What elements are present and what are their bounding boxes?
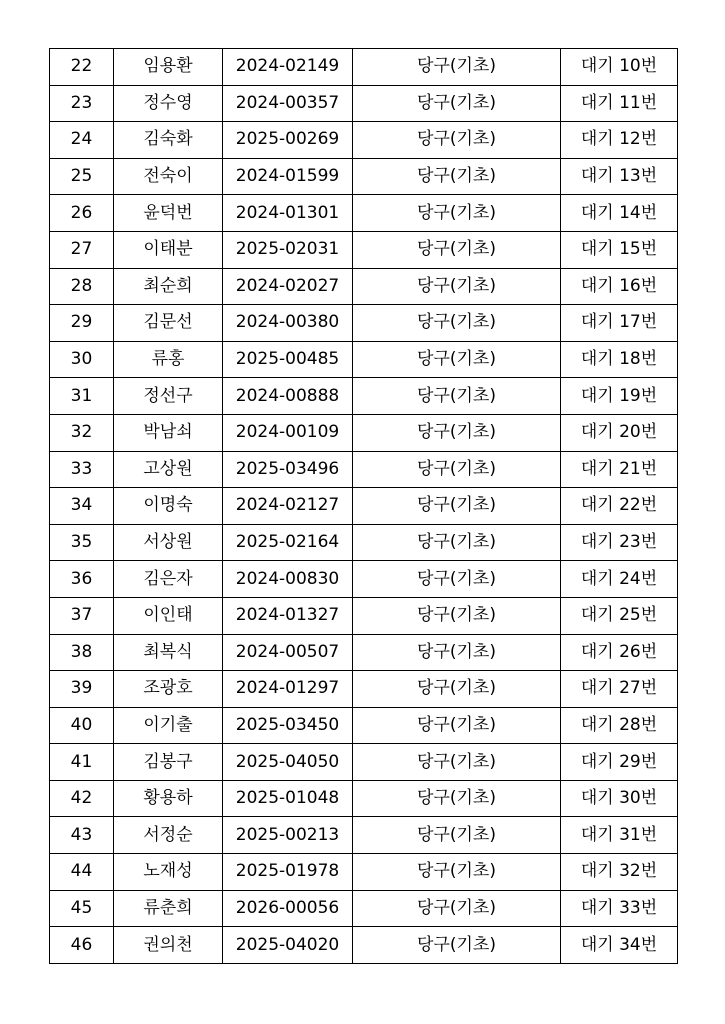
- course-cell: 당구(기초): [353, 378, 561, 415]
- registration-number-cell: 2026-00056: [223, 890, 353, 927]
- course-cell: 당구(기초): [353, 305, 561, 342]
- applicant-name-cell: 전숙이: [114, 158, 223, 195]
- table-row: [50, 49, 678, 86]
- registration-number-cell: 2024-00109: [223, 414, 353, 451]
- registration-number-cell: 2025-02031: [223, 231, 353, 268]
- row-number-cell: 25: [50, 158, 114, 195]
- row-number-cell: 43: [50, 817, 114, 854]
- course-cell: 당구(기초): [353, 597, 561, 634]
- registration-number-cell: 2024-01301: [223, 195, 353, 232]
- applicant-name-cell: 최순희: [114, 268, 223, 305]
- registration-number-cell: 2024-01297: [223, 671, 353, 708]
- course-cell: 당구(기초): [353, 122, 561, 159]
- table-row: [50, 634, 678, 671]
- applicant-name-cell: 김문선: [114, 305, 223, 342]
- row-number-cell: 22: [50, 49, 114, 86]
- row-number-cell: 33: [50, 451, 114, 488]
- waitlist-status-cell: 대기 26번: [561, 634, 678, 671]
- table-row: [50, 890, 678, 927]
- waitlist-status-cell: 대기 28번: [561, 707, 678, 744]
- waitlist-status-cell: 대기 29번: [561, 744, 678, 781]
- registration-number-cell: 2025-04020: [223, 927, 353, 964]
- waitlist-status-cell: 대기 32번: [561, 854, 678, 891]
- course-cell: 당구(기초): [353, 341, 561, 378]
- registration-number-cell: 2025-00269: [223, 122, 353, 159]
- row-number-cell: 29: [50, 305, 114, 342]
- row-number-cell: 37: [50, 597, 114, 634]
- table-row: [50, 524, 678, 561]
- waitlist-table-body: [50, 49, 678, 964]
- row-number-cell: 31: [50, 378, 114, 415]
- registration-number-cell: 2024-00507: [223, 634, 353, 671]
- applicant-name-cell: 김봉구: [114, 744, 223, 781]
- course-cell: 당구(기초): [353, 49, 561, 86]
- table-row: [50, 268, 678, 305]
- table-row: [50, 671, 678, 708]
- course-cell: 당구(기초): [353, 414, 561, 451]
- table-row: [50, 707, 678, 744]
- applicant-name-cell: 이명숙: [114, 488, 223, 525]
- applicant-name-cell: 정수영: [114, 85, 223, 122]
- row-number-cell: 27: [50, 231, 114, 268]
- registration-number-cell: 2025-01978: [223, 854, 353, 891]
- table-row: [50, 85, 678, 122]
- applicant-name-cell: 임용환: [114, 49, 223, 86]
- waitlist-status-cell: 대기 24번: [561, 561, 678, 598]
- waitlist-table: [49, 48, 678, 964]
- course-cell: 당구(기초): [353, 231, 561, 268]
- course-cell: 당구(기초): [353, 744, 561, 781]
- row-number-cell: 44: [50, 854, 114, 891]
- waitlist-status-cell: 대기 21번: [561, 451, 678, 488]
- applicant-name-cell: 서상원: [114, 524, 223, 561]
- course-cell: 당구(기초): [353, 451, 561, 488]
- waitlist-status-cell: 대기 25번: [561, 597, 678, 634]
- waitlist-status-cell: 대기 20번: [561, 414, 678, 451]
- course-cell: 당구(기초): [353, 561, 561, 598]
- registration-number-cell: 2024-02027: [223, 268, 353, 305]
- waitlist-status-cell: 대기 19번: [561, 378, 678, 415]
- registration-number-cell: 2024-00380: [223, 305, 353, 342]
- waitlist-status-cell: 대기 30번: [561, 780, 678, 817]
- waitlist-status-cell: 대기 27번: [561, 671, 678, 708]
- table-row: [50, 231, 678, 268]
- course-cell: 당구(기초): [353, 817, 561, 854]
- waitlist-status-cell: 대기 11번: [561, 85, 678, 122]
- row-number-cell: 35: [50, 524, 114, 561]
- table-row: [50, 341, 678, 378]
- applicant-name-cell: 윤덕번: [114, 195, 223, 232]
- table-row: [50, 195, 678, 232]
- row-number-cell: 24: [50, 122, 114, 159]
- table-row: [50, 122, 678, 159]
- course-cell: 당구(기초): [353, 634, 561, 671]
- registration-number-cell: 2024-02127: [223, 488, 353, 525]
- course-cell: 당구(기초): [353, 268, 561, 305]
- waitlist-status-cell: 대기 13번: [561, 158, 678, 195]
- table-row: [50, 158, 678, 195]
- row-number-cell: 23: [50, 85, 114, 122]
- table-row: [50, 817, 678, 854]
- table-row: [50, 414, 678, 451]
- table-row: [50, 451, 678, 488]
- table-row: [50, 561, 678, 598]
- registration-number-cell: 2024-01327: [223, 597, 353, 634]
- applicant-name-cell: 서정순: [114, 817, 223, 854]
- registration-number-cell: 2025-03450: [223, 707, 353, 744]
- applicant-name-cell: 최복식: [114, 634, 223, 671]
- course-cell: 당구(기초): [353, 671, 561, 708]
- waitlist-status-cell: 대기 17번: [561, 305, 678, 342]
- table-row: [50, 488, 678, 525]
- registration-number-cell: 2025-01048: [223, 780, 353, 817]
- applicant-name-cell: 김은자: [114, 561, 223, 598]
- table-row: [50, 854, 678, 891]
- applicant-name-cell: 고상원: [114, 451, 223, 488]
- waitlist-status-cell: 대기 31번: [561, 817, 678, 854]
- applicant-name-cell: 류홍: [114, 341, 223, 378]
- registration-number-cell: 2025-02164: [223, 524, 353, 561]
- row-number-cell: 26: [50, 195, 114, 232]
- applicant-name-cell: 이기출: [114, 707, 223, 744]
- registration-number-cell: 2025-00485: [223, 341, 353, 378]
- registration-number-cell: 2025-04050: [223, 744, 353, 781]
- row-number-cell: 39: [50, 671, 114, 708]
- applicant-name-cell: 정선구: [114, 378, 223, 415]
- applicant-name-cell: 이태분: [114, 231, 223, 268]
- row-number-cell: 32: [50, 414, 114, 451]
- course-cell: 당구(기초): [353, 85, 561, 122]
- table-row: [50, 780, 678, 817]
- waitlist-status-cell: 대기 33번: [561, 890, 678, 927]
- registration-number-cell: 2024-00830: [223, 561, 353, 598]
- course-cell: 당구(기초): [353, 780, 561, 817]
- table-row: [50, 597, 678, 634]
- row-number-cell: 28: [50, 268, 114, 305]
- row-number-cell: 40: [50, 707, 114, 744]
- table-row: [50, 744, 678, 781]
- row-number-cell: 42: [50, 780, 114, 817]
- applicant-name-cell: 이인태: [114, 597, 223, 634]
- row-number-cell: 34: [50, 488, 114, 525]
- waitlist-status-cell: 대기 10번: [561, 49, 678, 86]
- course-cell: 당구(기초): [353, 488, 561, 525]
- applicant-name-cell: 권의천: [114, 927, 223, 964]
- applicant-name-cell: 조광호: [114, 671, 223, 708]
- waitlist-status-cell: 대기 16번: [561, 268, 678, 305]
- row-number-cell: 45: [50, 890, 114, 927]
- waitlist-status-cell: 대기 14번: [561, 195, 678, 232]
- course-cell: 당구(기초): [353, 890, 561, 927]
- course-cell: 당구(기초): [353, 707, 561, 744]
- registration-number-cell: 2024-00888: [223, 378, 353, 415]
- registration-number-cell: 2025-00213: [223, 817, 353, 854]
- waitlist-status-cell: 대기 34번: [561, 927, 678, 964]
- table-row: [50, 305, 678, 342]
- applicant-name-cell: 김숙화: [114, 122, 223, 159]
- registration-number-cell: 2024-02149: [223, 49, 353, 86]
- course-cell: 당구(기초): [353, 854, 561, 891]
- course-cell: 당구(기초): [353, 158, 561, 195]
- course-cell: 당구(기초): [353, 524, 561, 561]
- row-number-cell: 41: [50, 744, 114, 781]
- registration-number-cell: 2024-01599: [223, 158, 353, 195]
- registration-number-cell: 2025-03496: [223, 451, 353, 488]
- registration-number-cell: 2024-00357: [223, 85, 353, 122]
- applicant-name-cell: 박남쇠: [114, 414, 223, 451]
- waitlist-status-cell: 대기 18번: [561, 341, 678, 378]
- row-number-cell: 36: [50, 561, 114, 598]
- waitlist-status-cell: 대기 12번: [561, 122, 678, 159]
- table-row: [50, 927, 678, 964]
- course-cell: 당구(기초): [353, 195, 561, 232]
- waitlist-status-cell: 대기 23번: [561, 524, 678, 561]
- row-number-cell: 30: [50, 341, 114, 378]
- table-row: [50, 378, 678, 415]
- waitlist-status-cell: 대기 22번: [561, 488, 678, 525]
- applicant-name-cell: 노재성: [114, 854, 223, 891]
- waitlist-status-cell: 대기 15번: [561, 231, 678, 268]
- row-number-cell: 38: [50, 634, 114, 671]
- row-number-cell: 46: [50, 927, 114, 964]
- applicant-name-cell: 류춘희: [114, 890, 223, 927]
- applicant-name-cell: 황용하: [114, 780, 223, 817]
- course-cell: 당구(기초): [353, 927, 561, 964]
